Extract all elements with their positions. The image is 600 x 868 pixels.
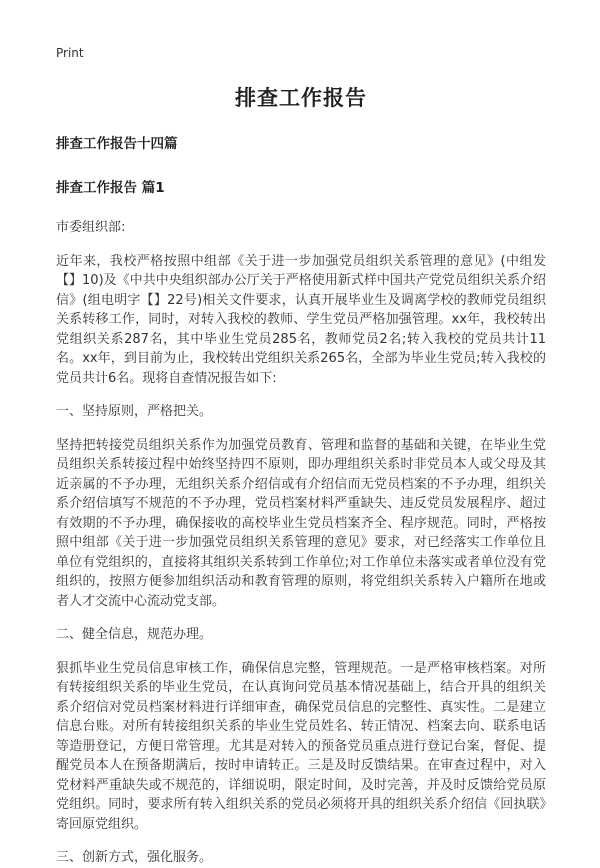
salutation-line: 市委组织部: bbox=[56, 220, 126, 235]
document-title: 排查工作报告 bbox=[235, 86, 367, 110]
section-2-body: 狠抓毕业生党员信息审核工作，确保信息完整，管理规范。一是严格审核档案。对所有转接组织关系的毕业生党员，在认真询问党员基本情况基础上，结合开具的组织关系介绍信对党员档案材料进行详细审查，确保党员信息的完整性、真实性。二是建立信息台账。对所有转接组织关系的毕业生党员姓名、转正情况、档案去向、联系电话等造册登记，方便日常管理。尤其是对转入的预备党员重点进行登记台案，督促、提醒党员本人在预备期满后，按时申请转正。三是及时反馈结果。在审查过程中，对入党材料严重缺失或不规范的，详细说明，限定时间，及时完善，并及时反馈给党员原党组织。同时，要求所有转入组织关系的党员必须将开具的组织关系介绍信《回执联》寄回原党组织。 bbox=[56, 660, 546, 832]
print-link[interactable]: Print bbox=[56, 46, 84, 60]
document-subtitle: 排查工作报告十四篇 bbox=[56, 136, 178, 152]
section-2-heading: 二、健全信息，规范办理。 bbox=[56, 627, 213, 642]
section-1-body: 坚持把转接党员组织关系作为加强党员教育、管理和监督的基础和关键，在毕业生党员组织关系转接过程中始终坚持四不原则，即办理组织关系时非党员本人或父母及其近亲属的不予办理，无组织关系介绍信或有介绍信而无党员档案的不予办理，组织关系介绍信填写不规范的不予办理，党员档案材料严重缺失、违反党员发展程序、超过有效期的不予办理，确保接收的高校毕业生党员档案齐全、程序规范。同时，严格按照中组部《关于进一步加强党员组织关系管理的意见》要求，对已经落实工作单位且单位有党组织的，直接将其组织关系转到工作单位;对工作单位未落实或者单位没有党组织的，按照方便参加组织活动和教育管理的原则，将党组织关系转入户籍所在地或者人才交流中心流动党支部。 bbox=[56, 437, 546, 609]
intro-paragraph: 近年来，我校严格按照中组部《关于进一步加强党员组织关系管理的意见》(中组发【】10)及《中共中央组织部办公厅关于严格使用新式样中国共产党党员组织关系介绍信》(组电明字【】22号)相关文件要求，认真开展毕业生及调离学校的教师党员组织关系转移工作，同时，对转入我校的教师、学生党员严格加强管理。xx年，我校转出党组织关系287名，其中毕业生党员285名，教师党员2名;转入我校的党员共计11名。xx年，到目前为止，我校转出党组织关系265名，全部为毕业生党员;转入我校的党员共计6名。现将自查情况报告如下: bbox=[56, 253, 546, 386]
section-1-heading: 一、坚持原则，严格把关。 bbox=[56, 404, 213, 419]
part-1-heading: 排查工作报告 篇1 bbox=[56, 180, 165, 196]
section-3-heading: 三、创新方式，强化服务。 bbox=[56, 850, 213, 865]
